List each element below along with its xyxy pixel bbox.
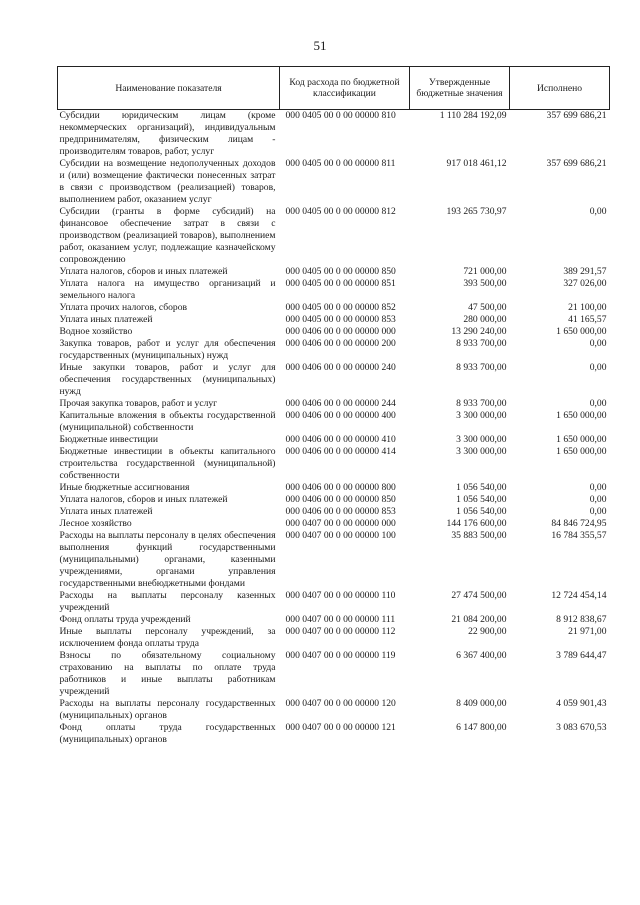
row-approved: 1 056 540,00 <box>456 506 507 517</box>
row-code: 000 0406 00 0 00 00000 850 <box>285 494 396 505</box>
row-approved: 393 500,00 <box>463 278 507 289</box>
row-executed: 389 291,57 <box>563 266 607 277</box>
table-row <box>58 494 610 506</box>
page-number: 51 <box>313 38 327 53</box>
table-row <box>58 266 610 278</box>
row-executed: 1 650 000,00 <box>556 446 607 457</box>
row-name: Капитальные вложения в объекты государственной (муниципальной) собственности <box>59 410 276 433</box>
row-name: Фонд оплаты труда государственных (муниципальных) органов <box>59 722 276 745</box>
row-name: Расходы на выплаты персоналу казенных учреждений <box>59 590 276 613</box>
table-row <box>58 722 610 746</box>
row-approved: 1 110 284 192,09 <box>439 110 507 121</box>
table-row <box>58 518 610 530</box>
row-executed: 327 026,00 <box>563 278 607 289</box>
row-executed: 16 784 355,57 <box>551 530 607 541</box>
row-executed: 41 165,57 <box>568 314 607 325</box>
row-executed: 0,00 <box>589 206 607 217</box>
row-executed: 0,00 <box>589 494 607 505</box>
row-code: 000 0407 00 0 00 00000 110 <box>285 590 396 601</box>
row-executed: 0,00 <box>589 398 607 409</box>
row-code: 000 0407 00 0 00 00000 000 <box>285 518 396 529</box>
table-row <box>58 362 610 398</box>
row-approved: 8 933 700,00 <box>456 362 507 373</box>
row-code: 000 0406 00 0 00 00000 853 <box>285 506 396 517</box>
row-approved: 1 056 540,00 <box>456 482 507 493</box>
table-row <box>58 434 610 446</box>
table-row <box>58 446 610 482</box>
table-row <box>58 482 610 494</box>
row-code: 000 0406 00 0 00 00000 200 <box>285 338 396 349</box>
row-executed: 0,00 <box>589 338 607 349</box>
row-name: Прочая закупка товаров, работ и услуг <box>59 398 218 409</box>
header-name: Наименование показателя <box>58 67 280 110</box>
row-approved: 3 300 000,00 <box>456 410 507 421</box>
row-executed: 1 650 000,00 <box>556 410 607 421</box>
row-approved: 35 883 500,00 <box>451 530 507 541</box>
row-executed: 0,00 <box>589 506 607 517</box>
row-approved: 193 265 730,97 <box>446 206 507 217</box>
table-row <box>58 650 610 698</box>
row-name: Иные бюджетные ассигнования <box>59 482 190 493</box>
table-row <box>58 398 610 410</box>
row-name: Субсидии на возмещение недополученных доходов и (или) возмещение фактически понесенных затрат в связи с производством (реализацией) товаров, выполнением работ, оказанием услуг <box>59 158 276 205</box>
row-approved: 8 933 700,00 <box>456 398 507 409</box>
row-executed: 1 650 000,00 <box>556 434 607 445</box>
table-row <box>58 590 610 614</box>
row-name: Субсидии юридическим лицам (кроме некоммерческих организаций), индивидуальным предпринимателям, физическим лицам - производителям товаров, работ, услуг <box>59 110 276 157</box>
row-approved: 917 018 461,12 <box>446 158 507 169</box>
row-code: 000 0405 00 0 00 00000 811 <box>285 158 396 169</box>
row-code: 000 0407 00 0 00 00000 112 <box>285 626 396 637</box>
row-code: 000 0405 00 0 00 00000 850 <box>285 266 396 277</box>
row-approved: 6 147 800,00 <box>456 722 507 733</box>
row-executed: 4 059 901,43 <box>556 698 607 709</box>
row-name: Бюджетные инвестиции в объекты капитального строительства государственной (муниципальной) собственности <box>59 446 276 481</box>
row-name: Водное хозяйство <box>59 326 133 337</box>
row-code: 000 0406 00 0 00 00000 000 <box>285 326 396 337</box>
row-name: Бюджетные инвестиции <box>59 434 158 445</box>
row-approved: 22 900,00 <box>468 626 507 637</box>
row-executed: 12 724 454,14 <box>551 590 607 601</box>
header-code: Код расхода по бюджетной классификации <box>280 67 410 110</box>
row-approved: 21 084 200,00 <box>451 614 507 625</box>
row-approved: 8 933 700,00 <box>456 338 507 349</box>
table-row <box>58 338 610 362</box>
row-executed: 357 699 686,21 <box>546 110 607 121</box>
table-row <box>58 530 610 590</box>
row-name: Уплата иных платежей <box>59 314 153 325</box>
table-body <box>58 110 610 747</box>
row-code: 000 0406 00 0 00 00000 800 <box>285 482 396 493</box>
table-row <box>58 314 610 326</box>
row-name: Субсидии (гранты в форме субсидий) на финансовое обеспечение затрат в связи с производством (реализацией товаров), выполнением работ, оказанием услуг, подлежащие казначейскому сопровождению <box>59 206 276 265</box>
row-name: Лесное хозяйство <box>59 518 132 529</box>
row-approved: 721 000,00 <box>463 266 507 277</box>
row-approved: 1 056 540,00 <box>456 494 507 505</box>
row-approved: 27 474 500,00 <box>451 590 507 601</box>
row-executed: 1 650 000,00 <box>556 326 607 337</box>
table-row <box>58 506 610 518</box>
row-approved: 3 300 000,00 <box>456 446 507 457</box>
row-name: Иные выплаты персоналу учреждений, за исключением фонда оплаты труда <box>59 626 276 649</box>
row-code: 000 0405 00 0 00 00000 853 <box>285 314 396 325</box>
row-name: Уплата прочих налогов, сборов <box>59 302 188 313</box>
row-name: Фонд оплаты труда учреждений <box>59 614 191 625</box>
row-executed: 3 789 644,47 <box>556 650 607 661</box>
row-approved: 8 409 000,00 <box>456 698 507 709</box>
row-approved: 13 290 240,00 <box>451 326 507 337</box>
table-header <box>58 67 610 110</box>
row-code: 000 0406 00 0 00 00000 414 <box>285 446 396 457</box>
row-executed: 21 971,00 <box>568 626 607 637</box>
table-row <box>58 158 610 206</box>
row-code: 000 0406 00 0 00 00000 244 <box>285 398 396 409</box>
row-name: Закупка товаров, работ и услуг для обеспечения государственных (муниципальных) нужд <box>59 338 276 361</box>
table-row <box>58 410 610 434</box>
row-code: 000 0407 00 0 00 00000 121 <box>285 722 396 733</box>
table-row <box>58 326 610 338</box>
budget-table <box>57 66 610 746</box>
row-executed: 3 083 670,53 <box>556 722 607 733</box>
row-name: Расходы на выплаты персоналу в целях обеспечения выполнения функций государственными (муниципальными) органами, казенными учреждениями, органами управления государственными внебюджетными фондами <box>59 530 276 589</box>
row-code: 000 0407 00 0 00 00000 119 <box>285 650 396 661</box>
row-approved: 144 176 600,00 <box>446 518 507 529</box>
row-approved: 3 300 000,00 <box>456 434 507 445</box>
table-row <box>58 110 610 159</box>
row-name: Уплата иных платежей <box>59 506 153 517</box>
row-code: 000 0406 00 0 00 00000 240 <box>285 362 396 373</box>
row-approved: 280 000,00 <box>463 314 507 325</box>
row-executed: 21 100,00 <box>568 302 607 313</box>
row-name: Взносы по обязательному социальному страхованию на выплаты по оплате труда работников и иные выплаты работникам учреждений <box>59 650 276 697</box>
table-row <box>58 614 610 626</box>
row-code: 000 0405 00 0 00 00000 810 <box>285 110 396 121</box>
row-code: 000 0405 00 0 00 00000 812 <box>285 206 396 217</box>
row-approved: 6 367 400,00 <box>456 650 507 661</box>
table-row <box>58 698 610 722</box>
table-row <box>58 626 610 650</box>
row-executed: 84 846 724,95 <box>551 518 607 529</box>
table-row <box>58 278 610 302</box>
row-name: Расходы на выплаты персоналу государственных (муниципальных) органов <box>59 698 276 721</box>
row-name: Уплата налогов, сборов и иных платежей <box>59 266 228 277</box>
row-name: Уплата налогов, сборов и иных платежей <box>59 494 228 505</box>
row-code: 000 0407 00 0 00 00000 111 <box>285 614 396 625</box>
table-row <box>58 302 610 314</box>
header-approved: Утвержденные бюджетные значения <box>410 67 510 110</box>
row-executed: 0,00 <box>589 362 607 373</box>
row-approved: 47 500,00 <box>468 302 507 313</box>
row-executed: 357 699 686,21 <box>546 158 607 169</box>
row-code: 000 0406 00 0 00 00000 410 <box>285 434 396 445</box>
row-code: 000 0407 00 0 00 00000 120 <box>285 698 396 709</box>
header-executed: Исполнено <box>510 67 610 110</box>
table-row <box>58 206 610 266</box>
row-name: Уплата налога на имущество организаций и земельного налога <box>59 278 276 301</box>
row-name: Иные закупки товаров, работ и услуг для обеспечения государственных (муниципальных) нужд <box>59 362 276 397</box>
row-executed: 8 912 838,67 <box>556 614 607 625</box>
row-code: 000 0405 00 0 00 00000 851 <box>285 278 396 289</box>
row-executed: 0,00 <box>589 482 607 493</box>
row-code: 000 0406 00 0 00 00000 400 <box>285 410 396 421</box>
row-code: 000 0407 00 0 00 00000 100 <box>285 530 396 541</box>
row-code: 000 0405 00 0 00 00000 852 <box>285 302 396 313</box>
